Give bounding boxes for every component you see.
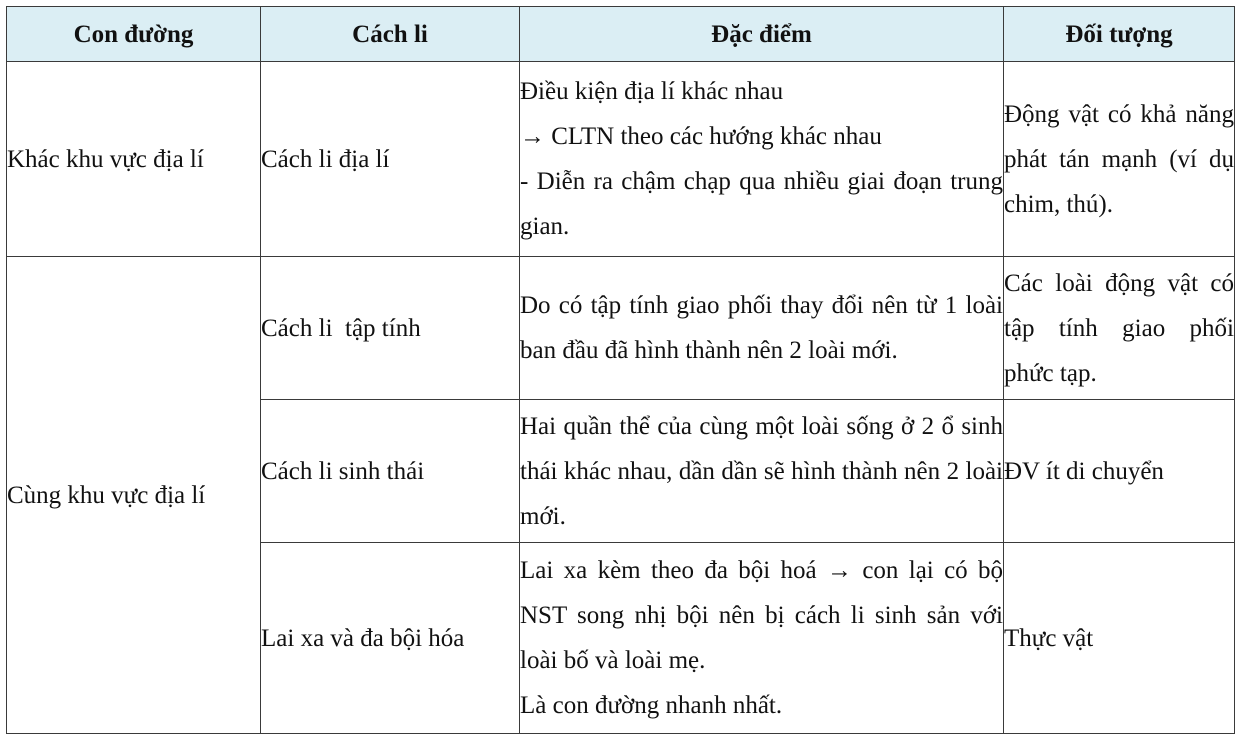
isolation-cell: Lai xa và đa bội hóa [261, 543, 520, 734]
target-text: Động vật có khả năng phát tán mạnh (ví dụ chim, thú). [1004, 100, 1234, 218]
target-cell [1004, 400, 1235, 543]
route-cell: Khác khu vực địa lí [7, 62, 261, 257]
feature-line: - Diễn ra chậm chạp qua nhiều giai đoạn trung gian. [520, 168, 1003, 240]
table-row [7, 62, 1235, 257]
isolation-cell: Cách li địa lí [261, 62, 520, 257]
features-cell [520, 400, 1004, 543]
header-target: Đối tượng [1004, 7, 1235, 62]
features-cell [520, 543, 1004, 734]
route-cell: Cùng khu vực địa lí [7, 257, 261, 734]
features-cell [520, 257, 1004, 400]
feature-line: Do có tập tính giao phối thay đổi nên từ 1 loài ban đầu đã hình thành nên 2 loài mới. [520, 292, 1003, 364]
feature-line: Điều kiện địa lí khác nhau [520, 78, 784, 105]
target-text: ĐV ít di chuyển [1004, 457, 1164, 485]
table-row [7, 257, 1235, 400]
feature-line: Là con đường nhanh nhất. [520, 692, 783, 719]
feature-line: → CLTN theo các hướng khác nhau [520, 123, 882, 150]
features-cell [520, 62, 1004, 257]
header-route: Con đường [7, 7, 261, 62]
target-cell [1004, 62, 1235, 257]
target-cell [1004, 543, 1235, 734]
header-row [7, 7, 1235, 62]
feature-line: Hai quần thể của cùng một loài sống ở 2 ổ sinh thái khác nhau, dần dần sẽ hình thành nên 2 loài mới. [520, 412, 1003, 530]
speciation-table [6, 6, 1235, 734]
target-cell [1004, 257, 1235, 400]
target-text: Các loài động vật có tập tính giao phối phức tạp. [1004, 269, 1234, 387]
target-text: Thực vật [1004, 624, 1094, 652]
header-features: Đặc điểm [520, 7, 1004, 62]
header-isolation: Cách li [261, 7, 520, 62]
isolation-cell: Cách li tập tính [261, 257, 520, 400]
isolation-cell: Cách li sinh thái [261, 400, 520, 543]
feature-line: Lai xa kèm theo đa bội hoá → con lại có bộ NST song nhị bội nên bị cách li sinh sản với loài bố và loài mẹ. [520, 557, 1003, 674]
